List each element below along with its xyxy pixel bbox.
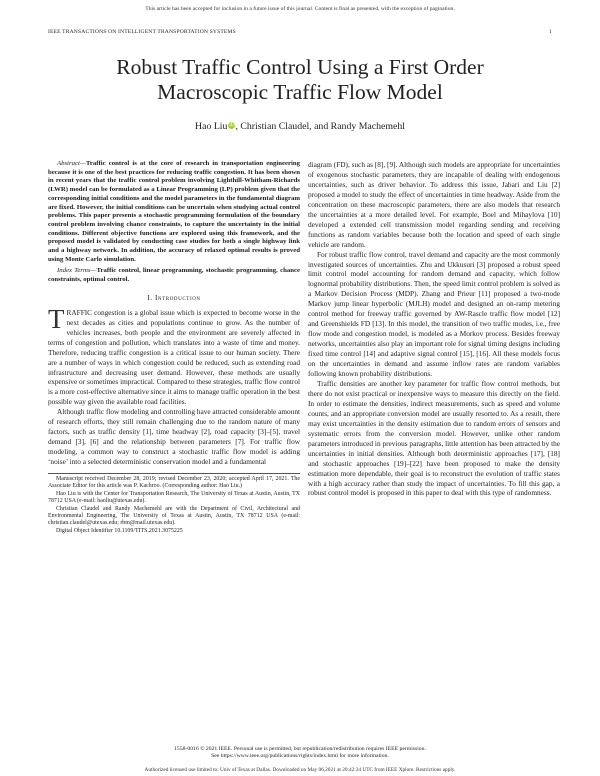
introduction-body [48, 303, 300, 467]
right-paragraph-3: Traffic densities are another key parameter for traffic flow control methods, but there do not exist practical or inexpensive ways to measure this directly on the field. In order to estimate the densities, indirect measurements, such as speed and volume counts, and an appropriate conversion model are usually resorted to. As a result, there may exist uncertainties in the density estimation due to random errors of sensors and systematic errors from the conversion model. However, unlike other random parameters introduced in previous paragraphs, little attention has been attracted by the uncertainties in initial densities. Although both deterministic approaches [17], [18] and stochastic approaches [19]–[22] have been proposed to make the density estimation more dependable, their goal is to reconstruct the evolution of traffic states with a high accuracy rather than study the impact of uncertainties. To fill this gap, a robust control model is proposed in this paper to deal with this type of randomness. [308, 378, 560, 498]
footnote-doi: Digital Object Identifier 10.1109/TITS.2021.3075225 [56, 527, 183, 534]
author-list [60, 121, 540, 132]
intro-paragraph-2: Although traffic flow modeling and controlling have attracted considerable amount of research efforts, they still remain challenging due to the random nature of many factors, such as traffic density [1], time headway [2], road capacity [3]–[5], travel demand [3], [6] and the relationship between parameters [7]. For traffic flow modeling, a common way to construct a stochastic traffic flow model is adding ‘noise’ into a selected deterministic conservation model and a fundamental [48, 407, 300, 467]
orcid-icon[interactable]: iD [229, 122, 235, 128]
right-column [308, 160, 560, 498]
page-number: 1 [549, 29, 552, 35]
intro-paragraph-1-text: RAFFIC congestion is a global issue which is expected to become worse in the next decades as cities and populations continue to grow. As the number of vehicles increases, both people and the environment are severely affected in terms of congestion and pollution, which translates into a waste of time and money. Therefore, reducing traffic congestion is a critical issue to our human society. There are a number of ways in which congestion could be reduced, such as extending road infrastructure and decreasing user demand. However, these methods are usually expensive or sometimes impractical. Compared to these strategies, traffic flow control is a more cost-effective alternative since it aims to manage traffic operation in the best possible way given the available road facilities. [48, 307, 300, 407]
copyright-line-2: See https://www.ieee.org/publications/rights/index.html for more information. [211, 753, 389, 759]
abstract-label: Abstract— [57, 160, 86, 167]
abstract [48, 160, 300, 264]
index-terms [48, 267, 300, 284]
title-line-2: Macroscopic Traffic Flow Model [157, 80, 443, 104]
paper-title [60, 55, 540, 105]
running-head [48, 29, 552, 35]
drop-cap: T [48, 303, 65, 334]
acceptance-notice: This article has been accepted for inclusion in a future issue of this journal. Content is final as presented, with the exception of pagination. [145, 6, 455, 12]
journal-name: IEEE TRANSACTIONS ON INTELLIGENT TRANSPORTATION SYSTEMS [48, 29, 236, 35]
footnote-manuscript: Manuscript received December 28, 2019; revised December 23, 2020; accepted April 17, 2021. The Associate Editor for this article was P. Kachroo. (Corresponding author: Hao Liu.) [48, 476, 300, 490]
author-rest: , Christian Claudel, and Randy Machemehl [235, 121, 405, 132]
section-heading-introduction: I. Introduction [147, 293, 201, 302]
left-column [48, 160, 300, 535]
right-paragraph-1: diagram (FD), such as [8], [9]. Although such models are appropriate for uncertainties of exogenous stochastic parameters, they are incapable of dealing with endogenous uncertainties, such as driver behavior. To address this issue, Jabari and Liu [2] proposed a model to study the effect of uncertainties in time headway. Aside from the concentration on these macroscopic parameters, there are also models that research the uncertainties at a more detailed level. For example, Boel and Mihaylova [10] developed a extended cell transmission model regarding sending and receiving functions as random variables because both the location and speed of each single vehicle are random. [308, 160, 560, 249]
copyright-notice [48, 746, 552, 760]
intro-paragraph-1 [48, 303, 300, 408]
author-first: Hao Liu [195, 121, 228, 132]
footnote-author-2: Christian Claudel and Randy Machemehl are with the Department of Civil, Architectural and Environmental Engineering, The University of Texas at Austin, Austin, TX 78712 USA (e-mail: christian.claudel@utexas.edu; rbm@mail.utexas.edu). [48, 505, 300, 527]
footnote-block [48, 473, 300, 535]
copyright-line-1: 1558-0016 © 2021 IEEE. Personal use is permitted, but republication/redistribution requires IEEE permission. [174, 746, 426, 752]
right-paragraph-2: For robust traffic flow control, travel demand and capacity are the most commonly investigated sources of uncertainties. Zhu and Ukkusuri [3] proposed a robust speed limit control model accounting for random demand and capacity, which follow lognormal probability distributions. Then, the speed limit control problem is solved as a Markov Decision Process (MDP). Zhang and Prieur [11] proposed a two-mode Markov jump linear hyperbolic (MJLH) model and designed an on-ramp metering control method for freeway traffic governed by AW-Rascle traffic flow model [12] and Greenshields FD [13]. In this model, the transition of two traffic modes, i.e., free flow mode and congestion model, is modeled as a Morkov process. Besides freeway networks, uncertainties also play an important role for signal timing designs including fixed time control [14] and adaptive signal control [15], [16]. All these models focus on the uncertainties in demand and assume inflow rates are random variables following known probability distributions. [308, 249, 560, 379]
footnote-author-1: Hao Liu is with the Center for Transportation Research, The University of Texas at Austin, Austin, TX 78712 USA (e-mail: haoliu@utexas.edu). [48, 490, 300, 505]
abstract-text: Traffic control is at the core of research in transportation engineering because it is one of the best practices for reducing traffic congestion. It has been shown in recent years that the traffic control problem involving Lighthill-Whitham-Richards (LWR) model can be formulated as a Linear Programming (LP) problem given that the corresponding initial conditions and the model parameters in the fundamental diagram are fixed. However, the initial conditions can be uncertain when studying actual control problems. This paper presents a stochastic programming formulation of the boundary control problem involving chance constraints, to capture the uncertainty in the initial conditions. Different objective functions are explored using this framework, and the proposed model is validated by conducting case studies for both a single highway link and a highway network. In addition, the accuracy of relaxed optimal results is proved using Monte Carlo simulation. [48, 160, 300, 263]
title-line-1: Robust Traffic Control Using a First Order [116, 55, 484, 79]
index-terms-text: Traffic control, linear programming, stochastic programming, chance constraints, optimal control. [48, 267, 300, 284]
index-terms-label: Index Terms— [57, 267, 97, 275]
license-notice: Authorized licensed use limited to: Univ of Texas at Dallas. Downloaded on May 06,2021 at 20:42:34 UTC from IEEE Xplore. Restrictions apply. [144, 767, 456, 773]
